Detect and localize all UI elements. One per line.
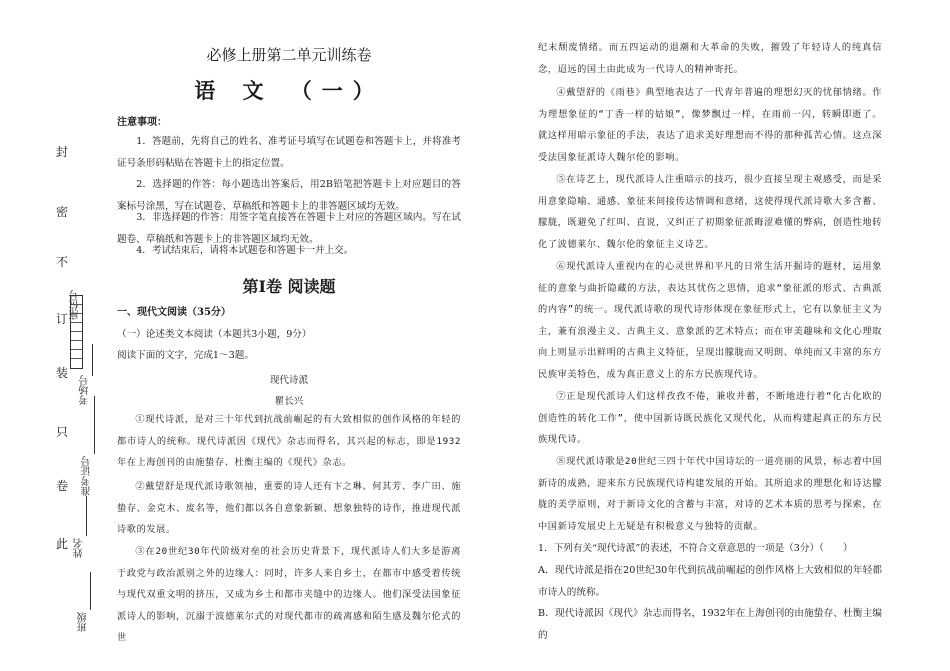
essay-author: 瞿长兴	[274, 396, 304, 407]
reading-instruction: 阅读下面的文字，完成1～3题。	[117, 350, 254, 361]
essay-paragraph: ⑦正是现代派诗人们这样孜孜不倦，兼收并蓄，不断地进行着“化古化欧的创造性的转化工作”，使中国新诗既民族化又现代化，从而构建起真正的东方民族现代诗。	[538, 391, 882, 445]
seal-char: 密	[56, 205, 69, 219]
section-sub-heading: 一、现代文阅读（35分）	[117, 307, 231, 318]
seal-char: 不	[56, 255, 69, 269]
essay-paragraph: ④戴望舒的《雨巷》典型地表达了一代青年普遍的理想幻灭的忧郁情绪。作为理想象征的“丁香一样的姑娘”，像梦飘过一样，在雨前一闪，转瞬即逝了。就这样用暗示象征的手法，表达了追求美好理想而不得的那种孤苦心情。这点深受法国象征派诗人魏尔伦的影响。	[538, 87, 882, 163]
notice-item: 1．答题前，先将自己的姓名、准考证号填写在试题卷和答题卡上，并将准考证号条形码粘贴在答题卡上的指定位置。	[117, 136, 461, 169]
essay-title: 现代诗派	[269, 375, 309, 386]
essay-paragraph: ⑤在诗艺上，现代派诗人注重暗示的技巧，很少直接呈现主观感受，而是采用意象隐喻、通感、象征来间接传达情调和意绪，这使得现代派诗歌大多含蓄、朦胧，既避免了红叫、直说，又纠正了初期象征派晦涩难懂的弊病，创造性地转化了波德莱尔、魏尔伦的象征主义诗艺。	[538, 174, 882, 250]
essay-paragraph: ⑥现代派诗人重视内在的心灵世界和平凡的日常生活开掘诗的题材，运用象征的意象与曲折隐藏的方法，表达其忧伤之思情，追求“象征派的形式、古典派的内容”的统一。现代派诗歌的现代诗形体现在象征形式上，它有以象征主义为主，兼有浪漫主义、古典主义、意象派的艺术特点；而在审美趣味和文化心理取向上则显示出鲜明的古典主义特征，呈现出朦胧而又明朗、单纯而又丰富的东方民族审美特色，成为真正意义上的东方民族现代诗。	[538, 261, 882, 380]
essay-paragraph: ③在20世纪30年代阶级对垒的社会历史背景下，现代派诗人们大多是游离于政党与政治派别之外的边缘人：同时，许多人来自乡土，在都市中感受着传统与现代双重文明的挤压，又成为乡土和都市夹缝中的边缘人。他们深受法国象征派诗人的影响，沉溺于波德莱尔式的对现代都市的疏离感和陌生感及魏尔伦式的世	[117, 546, 461, 643]
class-field[interactable]	[90, 572, 91, 610]
part-heading: （一）论述类文本阅读（本题共3小题，9分）	[117, 329, 312, 340]
notice-item: 2．选择题的作答：每小题选出答案后，用2B铅笔把答题卡上对应题目的答案标号涂黑，写在试题卷、草稿纸和答题卡上的非答题区域均无效。	[117, 179, 461, 212]
ticket-number-label: 准考证号	[82, 456, 93, 496]
exam-room-label: 考场号	[80, 375, 91, 405]
notice-heading: 注意事项：	[117, 117, 167, 128]
seal-char: 只	[56, 425, 69, 439]
seal-char: 订	[56, 312, 69, 326]
ticket-number-field[interactable]	[94, 396, 95, 454]
class-label: 班级	[78, 612, 89, 632]
question-option-a: A．现代诗派是指在20世纪30年代到抗战前崛起的创作风格上大致相似的年轻都市诗人的统称。	[538, 565, 882, 598]
essay-paragraph: ⑧现代派诗歌是20世纪三四十年代中国诗坛的一道亮丽的风景，标志着中国新诗的成熟，迎来东方民族现代诗构建发展的开始。其所追求的理想化和诗达朦胧的美学原则，对于新诗文化的含蓄与丰富，对诗的艺术本质的思考与探索，在中国新诗发展史上无疑是有积极意义与独特的贡献。	[538, 456, 882, 532]
notice-item: 3．非选择题的作答：用签字笔直接答在答题卡上对应的答题区域内。写在试题卷、草稿纸和答题卡上的非答题区域均无效。	[117, 212, 461, 245]
question-stem: 1．下列有关“现代诗派”的表述，不符合文章意思的一项是（3分）（ ）	[538, 543, 853, 554]
exam-room-field[interactable]	[92, 344, 93, 376]
name-label: 姓名	[74, 538, 85, 558]
seat-number-label: 座位号	[70, 290, 81, 320]
essay-paragraph: 纪末颓废情绪。而五四运动的退潮和大革命的失败，摧毁了年轻诗人的纯真信念，迢远的国土由此成为一代诗人的精神寄托。	[538, 42, 882, 75]
seat-number-field[interactable]	[70, 295, 83, 369]
question-option-b: B．现代诗派因《现代》杂志而得名，1932年在上海创刊的由施蛰存、杜衡主编的	[538, 608, 882, 641]
notice-item: 4．考试结束后，请将本试题卷和答题卡一并上交。	[136, 245, 354, 256]
name-field[interactable]	[86, 496, 87, 536]
exam-title: 语 文 （一）	[194, 78, 384, 103]
seal-char: 装	[56, 366, 69, 380]
binding-margin	[0, 0, 110, 671]
section-title: 第Ⅰ卷 阅读题	[242, 277, 336, 296]
seal-char: 封	[56, 145, 69, 159]
essay-paragraph: ①现代诗派，是对三十年代到抗战前崛起的有大致相似的创作风格的年轻的都市诗人的统称。现代诗派因《现代》杂志而得名，其兴起的标志，即是1932年在上海创刊的由施蛰存、杜衡主编的《现代》杂志。	[117, 414, 461, 468]
seal-char: 此	[56, 537, 69, 551]
seal-char: 卷	[56, 479, 69, 493]
exam-subtitle: 必修上册第二单元训练卷	[206, 46, 372, 64]
essay-paragraph: ②戴望舒是现代派诗歌领袖，重要的诗人还有卞之琳、何其芳、李广田、施蛰存、金克木、废名等，他们都以各自意象新颖、想象独特的诗作，推进现代派诗歌的发展。	[117, 481, 461, 535]
